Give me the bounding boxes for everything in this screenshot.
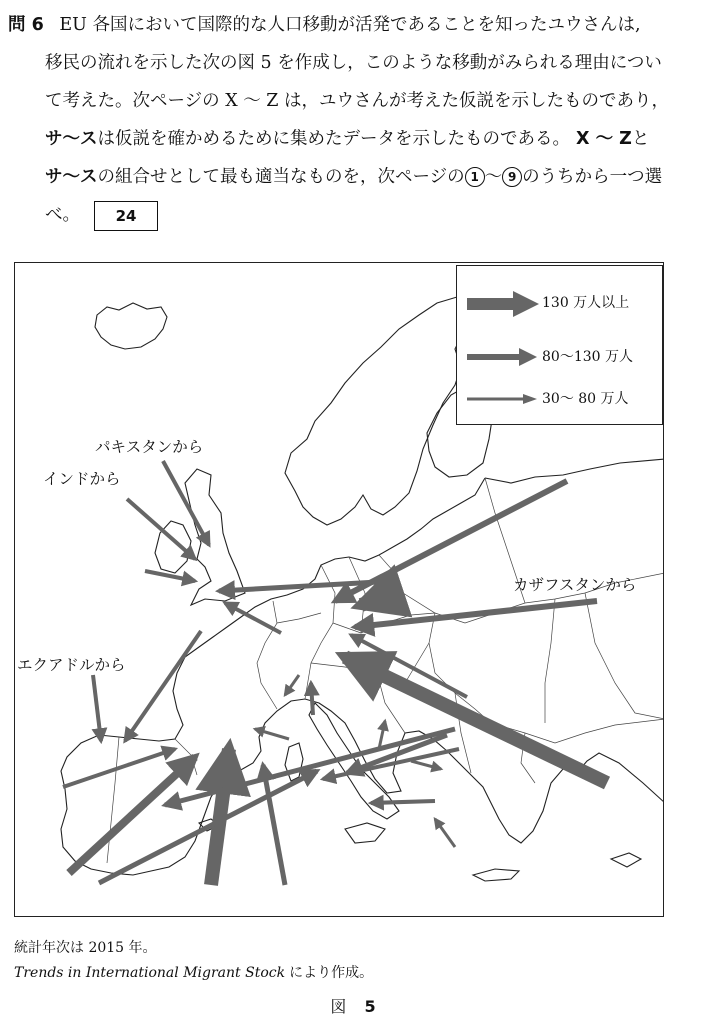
data-set-label: サ～ス (45, 129, 98, 149)
question-line-4 (8, 120, 698, 158)
question-block (8, 6, 698, 234)
legend-arrow-medium (463, 342, 543, 372)
arrow-uk-es (125, 631, 201, 741)
question-text-4: は仮説を確かめるために集めたデータを示したものである。 (97, 129, 570, 149)
arrow-bosnia-hr (411, 761, 441, 769)
arrow-ecuador-es (93, 675, 101, 741)
question-label: 問 6 (8, 15, 44, 35)
legend-row-large (457, 288, 664, 318)
label-india: インドから (43, 470, 121, 488)
arrow-ireland-uk (145, 571, 195, 581)
question-line-2: 移民の流れを示した次の図 5 を作成し，このような移動がみられる理由につい (45, 53, 662, 73)
question-text-4b: と (631, 129, 650, 149)
scandinavia-outline (285, 297, 485, 525)
arrow-fr-short (285, 675, 299, 695)
migration-map (14, 262, 664, 917)
question-line-6 (8, 196, 698, 234)
iceland-outline (95, 303, 167, 349)
arrow-balkan-de (311, 683, 313, 715)
arrow-morocco-es (69, 757, 195, 873)
label-ecuador: エクアドルから (17, 656, 126, 674)
legend-row-small (457, 384, 664, 414)
notes-source (14, 961, 373, 986)
question-text-5b: のうちから一つ選 (522, 167, 663, 187)
map-legend (456, 265, 663, 425)
legend-label-medium: 80～130 万人 (542, 349, 633, 365)
arrow-pakistan-uk (163, 461, 209, 545)
crete-outline (473, 869, 519, 881)
question-line-3: て考えた。次ページの X ～ Z は，ユウさんが考えた仮説を示したものであり， (45, 91, 670, 111)
arrow-albania-it (371, 801, 435, 803)
map-notes (14, 936, 373, 986)
great-britain-outline (185, 469, 245, 605)
arrow-greece-de (435, 819, 455, 847)
migration-arrows (63, 461, 607, 885)
figure-caption-label: 図 (330, 997, 347, 1016)
arrow-russia-de (355, 601, 597, 627)
hypothesis-label: X ～ Z (576, 129, 632, 149)
legend-label-large: 130 万人以上 (542, 295, 630, 311)
question-line-1 (8, 6, 698, 44)
notes-year: 統計年次は 2015 年。 (14, 940, 157, 956)
legend-label-small: 30～ 80 万人 (542, 391, 629, 407)
question-text-6: べ。 (45, 205, 80, 225)
arrow-ukraine-it (323, 749, 459, 779)
label-pakistan: パキスタンから (95, 438, 204, 456)
question-text-1: EU 各国において国際的な人口移動が活発であることを知ったユウさんは, (59, 15, 641, 35)
legend-arrow-small (463, 384, 543, 414)
question-text-5: の組合せとして最も適当なものを，次ページの (97, 167, 465, 187)
legend-row-medium (457, 342, 664, 372)
tilde: ～ (484, 167, 503, 187)
figure-number: 5 (364, 997, 376, 1016)
arrow-poland-de (361, 591, 403, 605)
label-kazakhstan: カザフスタンから (513, 576, 637, 594)
legend-arrow-large (463, 288, 543, 318)
source-title: Trends in International Migrant Stock (14, 965, 286, 981)
data-set-label-2: サ～ス (45, 167, 98, 187)
arrow-serbia-at (379, 721, 385, 749)
arrow-germany-uk (225, 603, 281, 633)
figure-caption (0, 994, 706, 1017)
arrow-romania-es (165, 729, 455, 805)
answer-number-box[interactable]: 24 (94, 201, 158, 231)
choice-last-circle: 9 (502, 167, 522, 187)
arrow-portugal-fr (63, 749, 175, 787)
sicily-outline (345, 823, 385, 843)
arrow-algeria-fr (263, 765, 285, 885)
cyprus-outline (611, 853, 641, 867)
question-line-5 (8, 158, 698, 196)
choice-first-circle: 1 (465, 167, 485, 187)
source-suffix: により作成。 (289, 965, 374, 981)
